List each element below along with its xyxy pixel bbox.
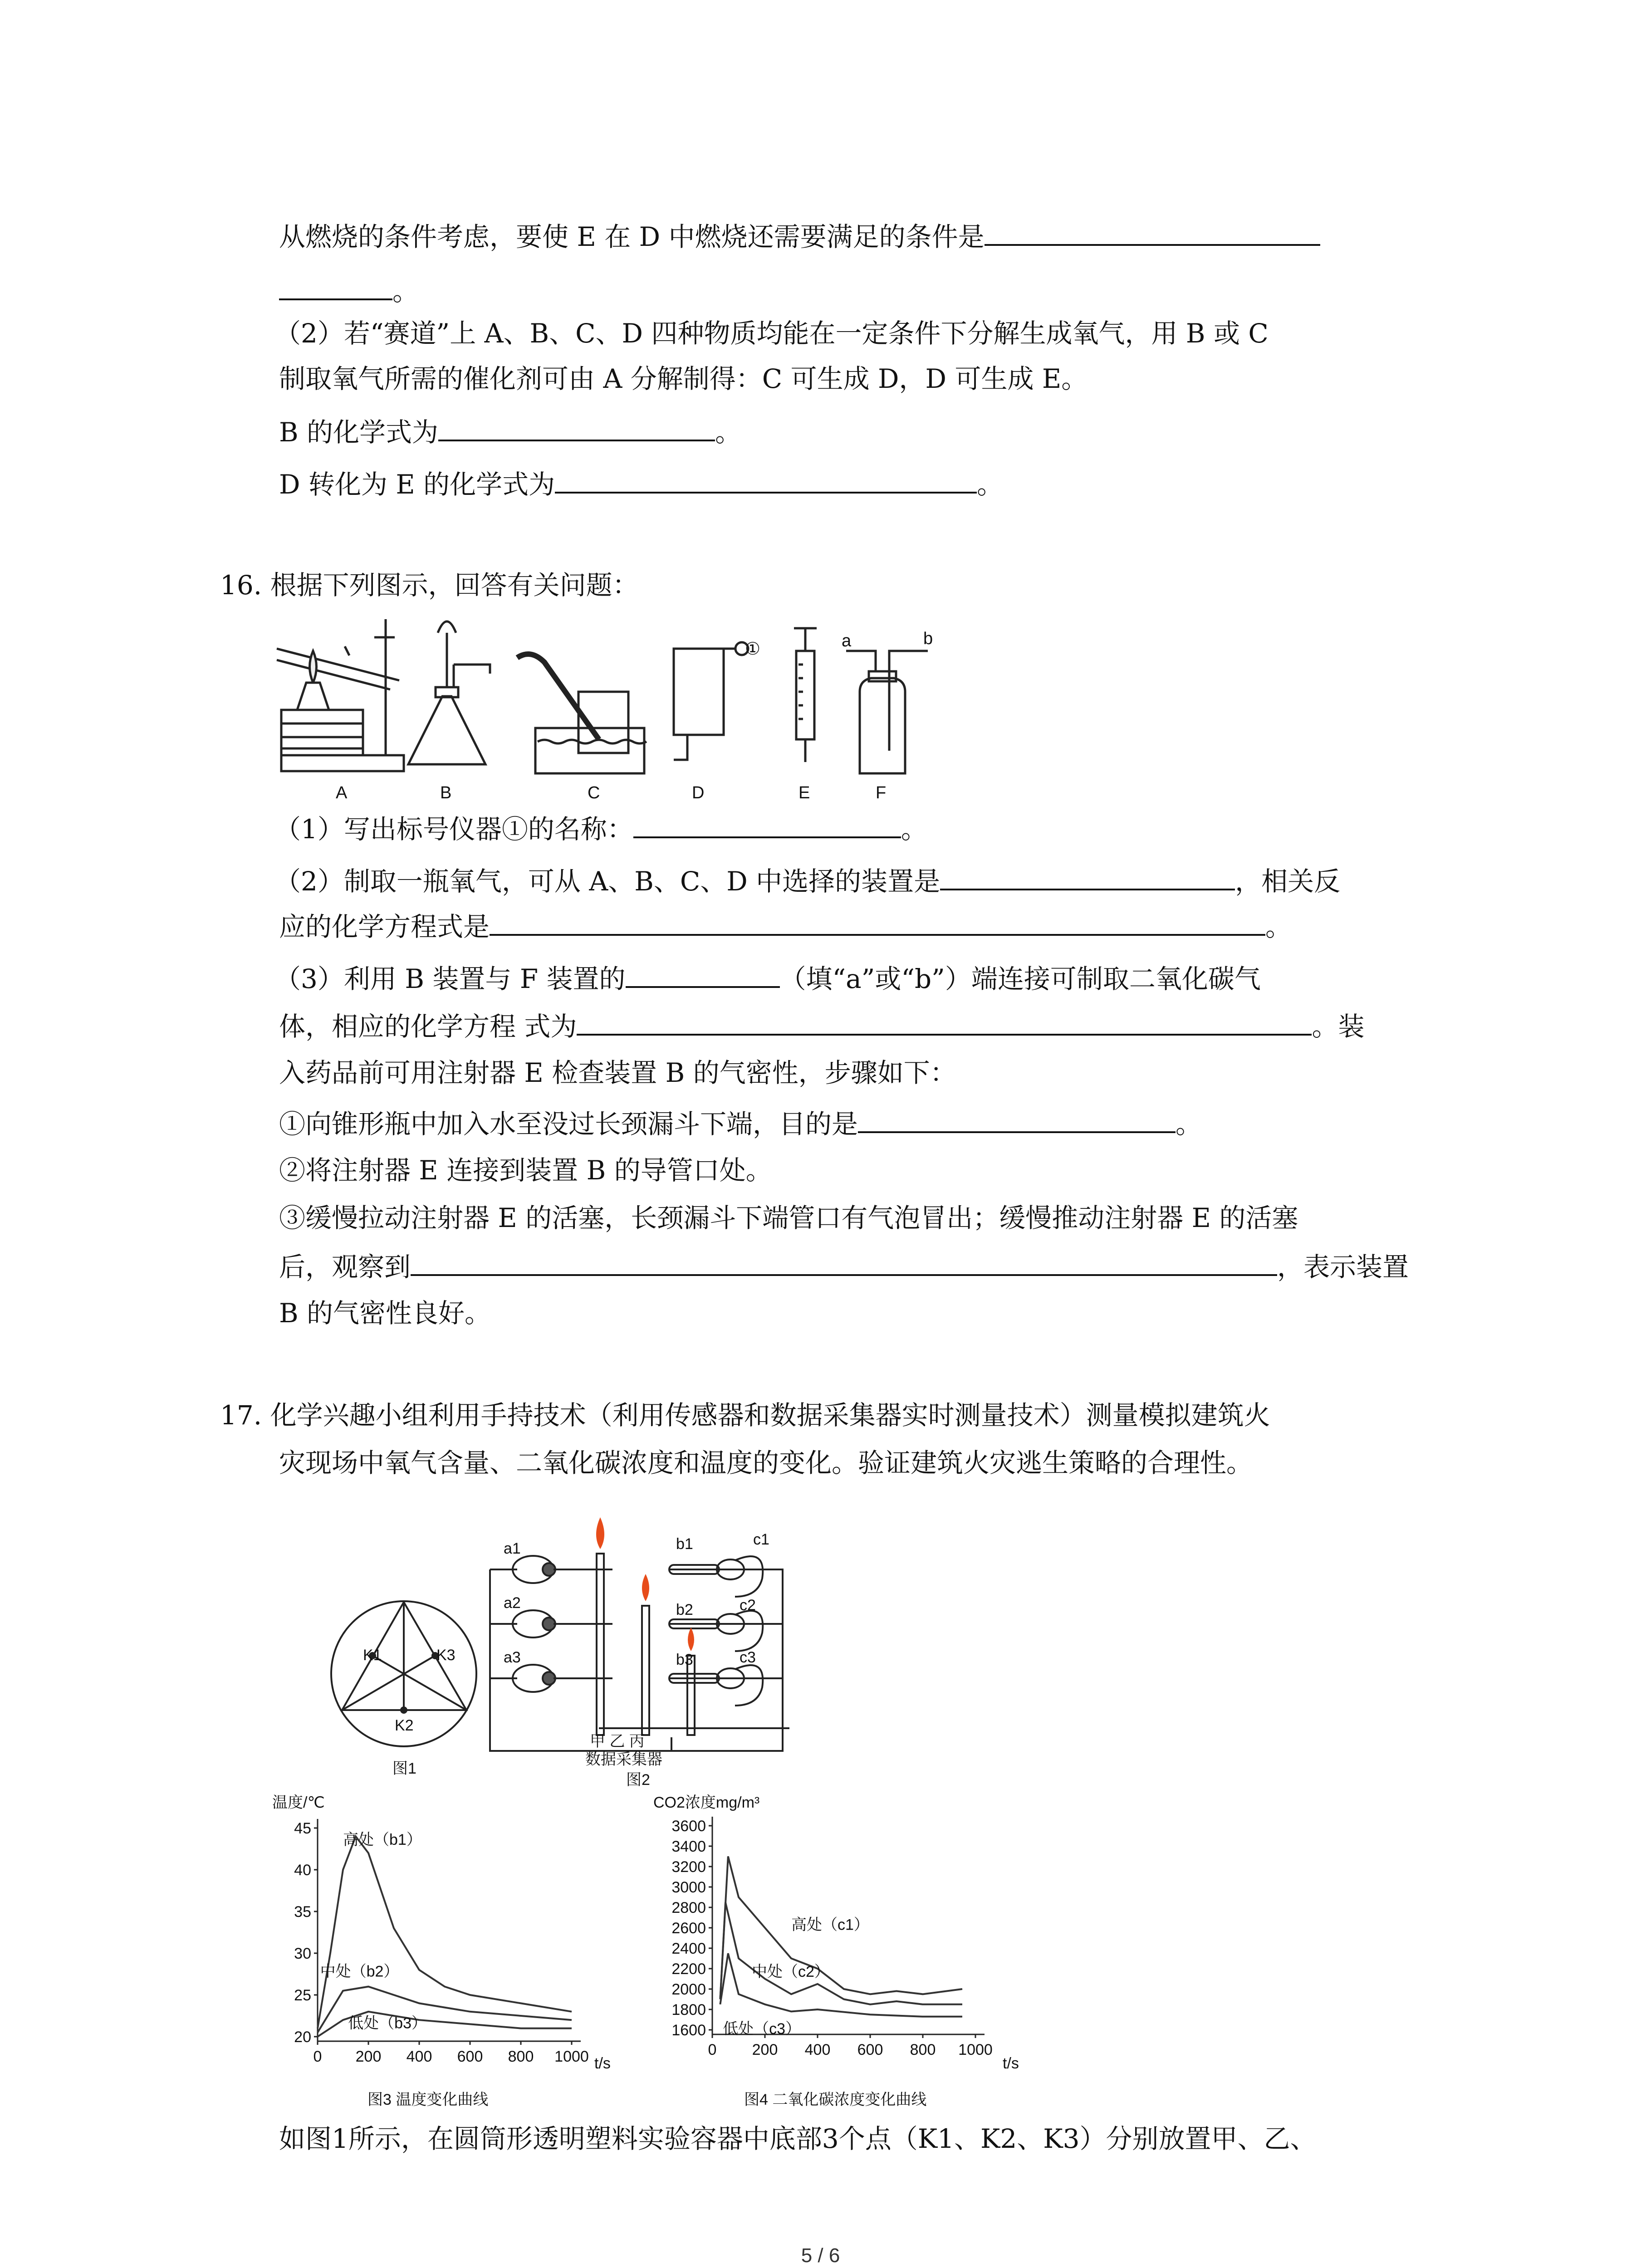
q15-line-2: 。 <box>279 274 419 307</box>
k1-label: K1 <box>363 1647 382 1664</box>
q16-step-1: ①向锥形瓶中加入水至没过长颈漏斗下端，目的是 。 <box>279 1107 1202 1140</box>
y-tick-label: 3000 <box>671 1879 706 1896</box>
series-label-1: 高处（b1） <box>343 1831 422 1848</box>
y-tick-label: 2000 <box>671 1981 706 1998</box>
y-tick-label: 3600 <box>671 1818 706 1835</box>
answer-blank[interactable] <box>985 220 1320 246</box>
answer-blank[interactable] <box>626 962 780 988</box>
q16-step-2: ②将注射器 E 连接到装置 B 的导管口处。 <box>279 1155 772 1186</box>
chart3-xlabel: t/s <box>594 2055 611 2072</box>
series-line-1 <box>318 1836 572 2028</box>
y-tick-label: 1800 <box>671 2001 706 2019</box>
y-tick-label: 3200 <box>671 1858 706 1876</box>
answer-blank[interactable] <box>858 1107 1176 1133</box>
k2-label: K2 <box>395 1717 414 1734</box>
q17-body-line: 如图1所示，在圆筒形透明塑料实验容器中底部3个点（K1、K2、K3）分别放置甲、乙、 <box>279 2123 1317 2154</box>
answer-blank[interactable] <box>411 1250 1277 1276</box>
x-tick-label: 0 <box>708 2041 717 2058</box>
port-a-label: a <box>842 631 852 650</box>
y-tick-label: 3400 <box>671 1838 706 1855</box>
experiment-setup-figures <box>318 1501 862 1792</box>
x-tick-label: 0 <box>313 2048 322 2065</box>
data-collector-label: 数据采集器 <box>585 1751 662 1768</box>
sensor-b2-label: b2 <box>676 1601 693 1618</box>
q16-part3-line-1: （3）利用 B 装置与 F 装置的 （填“a”或“b”）端连接可制取二氧化碳气 <box>274 962 1261 995</box>
apparatus-a-label: A <box>336 783 348 802</box>
x-tick-label: 800 <box>910 2041 936 2058</box>
x-tick-label: 1000 <box>958 2041 993 2058</box>
sensor-a3-label: a3 <box>504 1649 521 1666</box>
q15-part2-line-1: （2）若“赛道”上 A、B、C、D 四种物质均能在一定条件下分解生成氧气，用 B 或 C <box>274 318 1269 349</box>
series-label-3: 低处（b3） <box>348 2014 427 2032</box>
answer-blank[interactable] <box>633 812 901 838</box>
figure-2-caption: 图2 <box>626 1771 650 1789</box>
y-tick-label: 40 <box>294 1862 311 1879</box>
q16-part1: （1）写出标号仪器①的名称： 。 <box>274 812 927 845</box>
y-tick-label: 45 <box>294 1820 311 1837</box>
answer-blank[interactable] <box>438 415 715 441</box>
sensor-c1-label: c1 <box>753 1531 769 1548</box>
y-tick-label: 25 <box>294 1987 311 2004</box>
apparatus-e-label: E <box>798 783 810 802</box>
series-label-2: 中处（b2） <box>320 1963 399 1980</box>
apparatus-d <box>674 642 748 760</box>
answer-blank[interactable] <box>279 274 392 300</box>
x-tick-label: 400 <box>804 2041 831 2058</box>
chart4-title: 图4 二氧化碳浓度变化曲线 <box>744 2091 927 2108</box>
sensor-a1-label: a1 <box>504 1540 521 1557</box>
apparatus-c <box>517 654 647 773</box>
answer-blank[interactable] <box>577 1009 1312 1036</box>
sensor-b3-label: b3 <box>676 1651 693 1668</box>
chart3-title: 图3 温度变化曲线 <box>367 2091 489 2108</box>
chart3-ylabel: 温度/℃ <box>272 1794 325 1811</box>
q15-line-1: 从燃烧的条件考虑，要使 E 在 D 中燃烧还需要满足的条件是 <box>279 220 1320 253</box>
k3-label: K3 <box>436 1647 456 1664</box>
y-tick-label: 2200 <box>671 1960 706 1978</box>
answer-blank[interactable] <box>555 467 977 494</box>
x-tick-label: 800 <box>508 2048 534 2065</box>
co2-chart <box>644 1792 1034 2123</box>
chart4-ylabel: CO2浓度mg/m³ <box>653 1794 760 1811</box>
apparatus-e <box>794 628 817 762</box>
x-tick-label: 1000 <box>554 2048 589 2065</box>
page-number: 5 / 6 <box>801 2244 840 2267</box>
q16-part2-line-2: 应的化学方程式是 。 <box>279 909 1292 943</box>
apparatus-d-label: D <box>692 783 705 802</box>
apparatus-b-label: B <box>440 783 452 802</box>
chart4-xlabel: t/s <box>1003 2055 1019 2072</box>
q17-stem-line-1: 17. 化学兴趣小组利用手持技术（利用传感器和数据采集器实时测量技术）测量模拟建筑火 <box>220 1400 1270 1431</box>
y-tick-label: 2800 <box>671 1899 706 1916</box>
q15-d-to-e-line: D 转化为 E 的化学式为 。 <box>279 467 1003 500</box>
y-tick-label: 30 <box>294 1945 311 1962</box>
y-tick-label: 20 <box>294 2028 311 2046</box>
x-tick-label: 600 <box>857 2041 883 2058</box>
q16-part2-line-1: （2）制取一瓶氧气，可从 A、B、C、D 中选择的装置是 ，相关反 <box>274 864 1340 897</box>
q17-stem-line-2: 灾现场中氧气含量、二氧化碳浓度和温度的变化。验证建筑火灾逃生策略的合理性。 <box>279 1447 1253 1478</box>
q16-step-3-cont: 后，观察到 ，表示装置 <box>279 1250 1409 1283</box>
x-tick-label: 400 <box>406 2048 432 2065</box>
y-tick-label: 35 <box>294 1903 311 1921</box>
x-tick-label: 200 <box>752 2041 778 2058</box>
y-tick-label: 2600 <box>671 1920 706 1937</box>
apparatus-f-label: F <box>876 783 887 802</box>
series-label-3: 低处（c3） <box>723 2020 801 2038</box>
apparatus-a <box>277 619 404 771</box>
series-label-2: 中处（c2） <box>752 1963 830 1980</box>
marker-1-label: ① <box>745 640 761 659</box>
q15-part2-line-2: 制取氧气所需的催化剂可由 A 分解制得：C 可生成 D，D 可生成 E。 <box>279 363 1088 394</box>
temperature-chart <box>268 1792 622 2123</box>
q16-step-3: ③缓慢拉动注射器 E 的活塞，长颈漏斗下端管口有气泡冒出；缓慢推动注射器 E 的活塞 <box>279 1202 1298 1233</box>
candles-label: 甲 乙 丙 <box>590 1733 645 1750</box>
q15-b-formula-line: B 的化学式为 。 <box>279 415 741 448</box>
apparatus-b <box>408 621 490 764</box>
port-b-label: b <box>923 629 933 648</box>
answer-blank[interactable] <box>490 909 1265 936</box>
sensor-b1-label: b1 <box>676 1535 693 1553</box>
y-tick-label: 1600 <box>671 2022 706 2039</box>
q16-part3-line-3: 入药品前可用注射器 E 检查装置 B 的气密性，步骤如下： <box>279 1057 956 1088</box>
sensor-c3-label: c3 <box>740 1649 756 1666</box>
x-tick-label: 600 <box>457 2048 483 2065</box>
sensor-c2-label: c2 <box>740 1597 756 1614</box>
q16-part3-line-2: 体，相应的化学方程 式为 。装 <box>279 1009 1364 1042</box>
figure-1-caption: 图1 <box>392 1760 416 1777</box>
q16-stem: 16. 根据下列图示，回答有关问题： <box>220 570 639 601</box>
series-label-1: 高处（c1） <box>791 1916 869 1934</box>
q16-step-3-end: B 的气密性良好。 <box>279 1298 491 1329</box>
answer-blank[interactable] <box>940 864 1235 890</box>
apparatus-f <box>846 651 928 773</box>
x-tick-label: 200 <box>355 2048 382 2065</box>
y-tick-label: 2400 <box>671 1940 706 1957</box>
lab-apparatus-figure <box>263 606 944 814</box>
apparatus-c-label: C <box>588 783 600 802</box>
sensor-a2-label: a2 <box>504 1594 521 1612</box>
